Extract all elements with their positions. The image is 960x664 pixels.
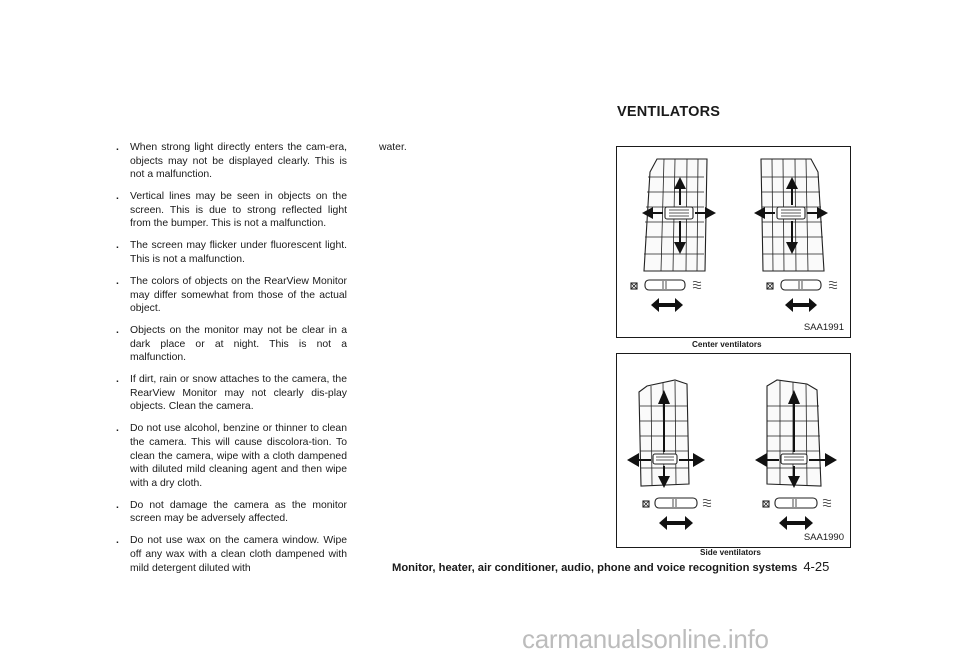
continuation-text: water. [379, 142, 407, 153]
page-footer [392, 559, 829, 574]
bullet-dot: . [116, 374, 119, 386]
watermark: carmanualsonline.info [522, 624, 769, 654]
bullet-dot: . [116, 191, 119, 203]
left-dial-arrow [651, 298, 683, 312]
list-item: . Vertical lines may be seen in objects on the screen. This is due to strong reflected light from the bumper. This is not a malfunction. [116, 191, 347, 230]
bullet-dot: . [116, 535, 119, 547]
bullet-dot: . [116, 240, 119, 252]
left-airflow-dial [643, 498, 711, 508]
page-number: 4-25 [803, 559, 830, 574]
left-vent [644, 159, 707, 271]
figure-code: SAA1990 [803, 532, 844, 543]
list-item: . Do not damage the camera as the monitor screen may be adversely affected. [116, 499, 347, 525]
figure-caption: Side ventilators [700, 548, 761, 557]
bullet-dot: . [116, 423, 119, 435]
bullet-dot: . [116, 142, 119, 153]
right-airflow-dial [767, 280, 837, 290]
left-dial-arrow [659, 516, 693, 530]
section-title: VENTILATORS [617, 104, 721, 120]
bullet-dot: . [116, 325, 119, 337]
bullet-dot: . [116, 275, 119, 287]
right-dial-arrow [779, 516, 813, 530]
list-item: . Objects on the monitor may not be clear in a dark place or at night. This is not a malfunction. [116, 325, 347, 364]
right-dial-arrow [785, 298, 817, 312]
list-item: . Do not use alcohol, benzine or thinner to clean the camera. This will cause discolora-tion. To clean the camera, wipe with a cloth dampened with diluted mild cleaning agent and then wipe with a dry cloth. [116, 423, 347, 489]
list-item: . If dirt, rain or snow attaches to the camera, the RearView Monitor may not clearly dis-play objects. Clean the camera. [116, 374, 347, 413]
list-item: . When strong light directly enters the cam-era, objects may not be displayed clearly. This is not a malfunction. [116, 142, 347, 181]
side-ventilators-illustration [617, 354, 850, 547]
bullet-list [116, 141, 347, 584]
bullet-dot: . [116, 499, 119, 511]
side-ventilators-figure [616, 353, 851, 548]
right-vent [761, 159, 824, 271]
list-item: . The colors of objects on the RearView Monitor may differ somewhat from those of the actual object. [116, 275, 347, 315]
left-airflow-dial [631, 280, 701, 290]
center-ventilators-illustration [617, 147, 850, 337]
right-airflow-dial [763, 498, 831, 508]
figure-caption: Center ventilators [692, 340, 762, 349]
footer-title: Monitor, heater, air conditioner, audio, phone and voice recognition systems [392, 562, 798, 574]
center-ventilators-figure [616, 146, 851, 338]
list-item: . Do not use wax on the camera window. Wipe off any wax with a clean cloth dampened with mild detergent diluted with [116, 535, 347, 574]
figure-code: SAA1991 [803, 322, 844, 333]
list-item: . The screen may flicker under fluorescent light. This is not a malfunction. [116, 240, 347, 265]
